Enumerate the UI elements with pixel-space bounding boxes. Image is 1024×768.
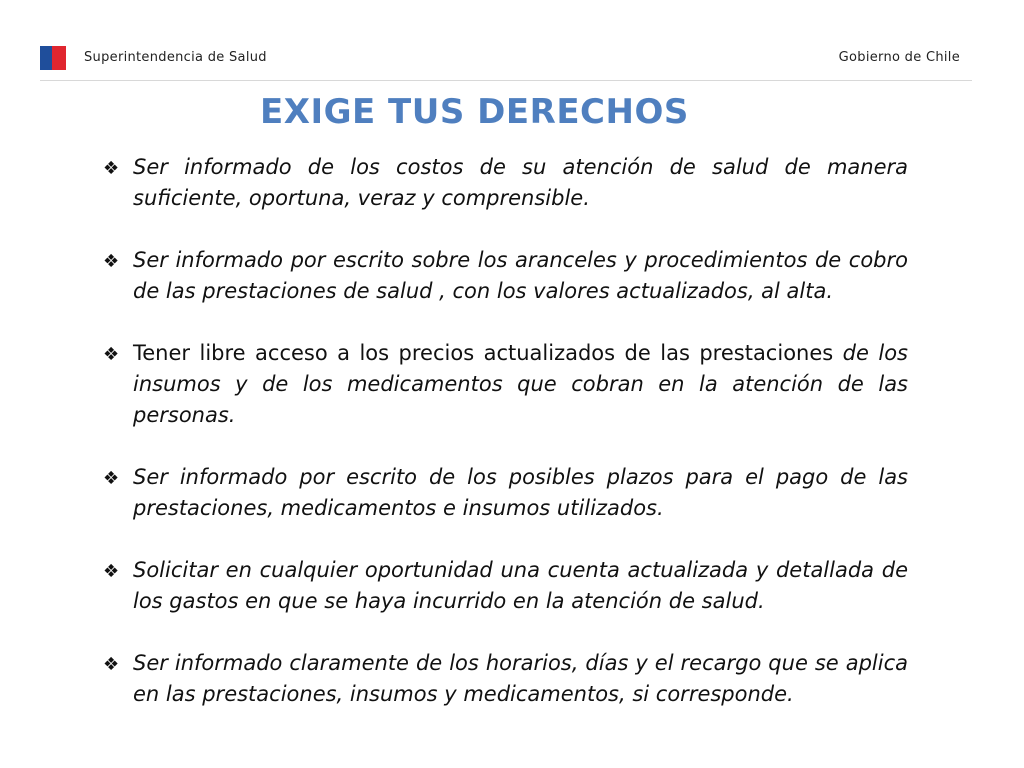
header xyxy=(40,46,972,72)
logo-red-block xyxy=(52,46,66,70)
rights-list xyxy=(103,152,908,741)
list-item xyxy=(103,338,908,431)
diamond-bullet-icon: ❖ xyxy=(103,158,120,179)
right-text: Ser informado claramente de los horarios, días y el recargo que se aplica en las prestaciones, insumos y medicamentos, si corresponde. xyxy=(133,651,908,706)
logo-blue-block xyxy=(40,46,52,70)
list-item xyxy=(103,152,908,214)
list-item xyxy=(103,462,908,524)
right-text: Ser informado por escrito de los posibles plazos para el pago de las prestaciones, medicamentos e insumos utilizados. xyxy=(133,465,908,520)
diamond-bullet-icon: ❖ xyxy=(103,251,120,272)
right-text: Ser informado de los costos de su atención de salud de manera suficiente, oportuna, veraz y comprensible. xyxy=(133,155,908,210)
diamond-bullet-icon: ❖ xyxy=(103,344,120,365)
right-text-italic: de los insumos y de los medicamentos que cobran en la atención de las personas. xyxy=(133,341,908,427)
right-text-normal: Tener libre acceso a los precios actualizados de las prestaciones xyxy=(133,341,843,365)
diamond-bullet-icon: ❖ xyxy=(103,654,120,675)
list-item xyxy=(103,648,908,710)
list-item xyxy=(103,245,908,307)
page-title: EXIGE TUS DERECHOS xyxy=(260,92,689,132)
diamond-bullet-icon: ❖ xyxy=(103,561,120,582)
right-text: Solicitar en cualquier oportunidad una cuenta actualizada y detallada de los gastos en que se haya incurrido en la atención de salud. xyxy=(133,558,908,613)
diamond-bullet-icon: ❖ xyxy=(103,468,120,489)
header-divider xyxy=(40,80,972,81)
right-text: Ser informado por escrito sobre los aranceles y procedimientos de cobro de las prestaciones de salud , con los valores actualizados, al alta. xyxy=(133,248,908,303)
gov-name: Gobierno de Chile xyxy=(838,50,960,65)
chile-flag-logo xyxy=(40,46,66,70)
org-name: Superintendencia de Salud xyxy=(84,50,267,65)
list-item xyxy=(103,555,908,617)
